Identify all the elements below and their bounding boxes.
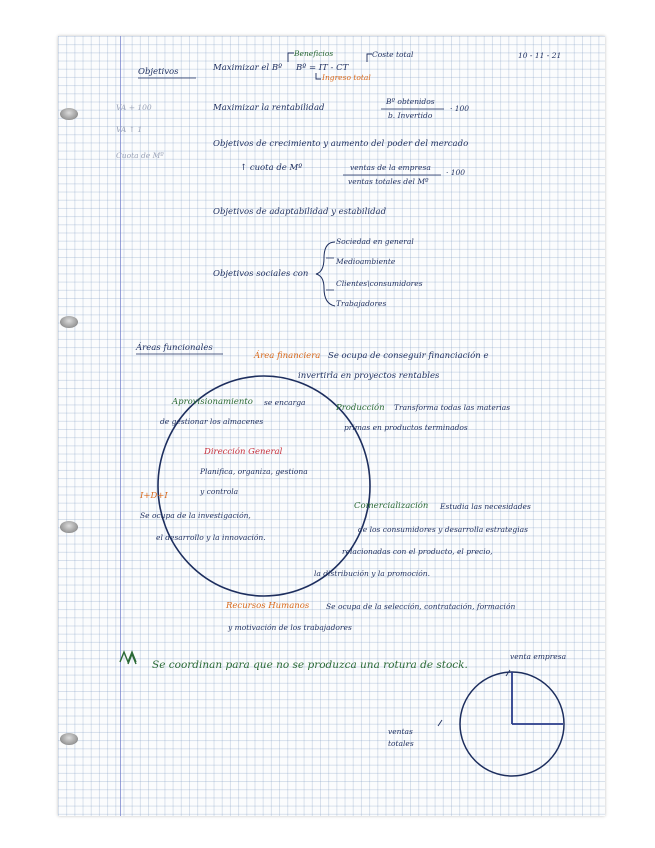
rentabilidad-numerator: Bº obtenidos [386,97,435,106]
produccion-title: Producción [336,403,385,413]
adaptabilidad: Objetivos de adaptabilidad y estabilidad [213,207,387,217]
cuota-denominator: ventas totales del Mº [348,177,429,186]
curly-brace [316,242,335,306]
cuota-numerator: ventas de la empresa [350,163,431,172]
aprov-text: de gestionar los almacenes [160,417,264,426]
crecimiento: Objetivos de crecimiento y aumento del poder del mercado [213,139,469,149]
idi-text: el desarrollo y la innovación. [156,533,266,542]
objetivos-label: Objetivos [138,67,179,77]
coordinan-note: Se coordinan para que no se produzca una rotura de stock. [152,659,468,671]
rrhh-text: y motivación de los trabajadores [228,623,352,632]
financiera-text: invertirla en proyectos rentables [298,371,440,381]
produccion-text: Transforma todas las materias [394,403,511,412]
notebook-page [58,36,605,816]
coste-total: Coste total [372,50,414,59]
maximizar-b: Maximizar el Bº [213,63,283,73]
margin-note: VA ↑ 1 [116,125,143,134]
cuota: ↑ cuota de Mº [240,163,303,173]
sociales-item: Medioambiente [336,257,396,266]
b-equation: Bº = IT - CT [296,63,349,73]
financiera-title: Área financiera [254,351,321,361]
rentabilidad: Maximizar la rentabilidad [213,103,325,113]
aprov-text: se encarga [264,398,306,407]
areas-heading: Áreas funcionales [136,343,213,353]
rentabilidad-denominator: b. Invertido [388,111,433,120]
pie-label-left: totales [388,739,414,748]
green-mark [120,652,136,664]
sociales-item: Sociedad en general [336,237,414,246]
rentabilidad-multiplier: · 100 [450,104,470,113]
beneficios: Beneficios [294,49,334,58]
idi-title: I+D+I [140,491,168,501]
direccion-text: y controla [200,487,239,496]
bracket-ingreso [316,73,321,79]
idi-text: Se ocupa de la investigación, [140,511,251,520]
sociales-item: Trabajadores [336,299,387,308]
rrhh-title: Recursos Humanos [226,601,310,611]
comercial-text: relacionadas con el producto, el precio, [342,547,493,556]
margin-note: Cuota de Mº [116,151,164,160]
financiera-text: Se ocupa de conseguir financiación e [328,351,489,361]
pie-label-top: venta empresa [510,652,567,661]
comercial-title: Comercialización [354,501,429,511]
direccion-title: Dirección General [204,447,283,457]
comercial-text: la distribución y la promoción. [314,569,430,578]
sociales-item: Clientes\consumidores [336,279,423,288]
direccion-text: Planifica, organiza, gestiona [200,467,308,476]
comercial-text: de los consumidores y desarrolla estrategias [358,525,528,534]
cuota-multiplier: · 100 [446,168,466,177]
pie-label-left: ventas [388,727,413,736]
aprov-title: Aprovisionamiento [172,397,253,407]
date: 10 - 11 - 21 [518,51,562,60]
rrhh-text: Se ocupa de la selección, contratación, formación [326,602,516,611]
comercial-text: Estudia las necesidades [440,502,531,511]
sociales: Objetivos sociales con [213,269,309,279]
produccion-text: primas en productos terminados [344,423,468,432]
margin-note: VA + 100 [116,103,152,112]
ingreso-total: Ingreso total [322,73,371,82]
